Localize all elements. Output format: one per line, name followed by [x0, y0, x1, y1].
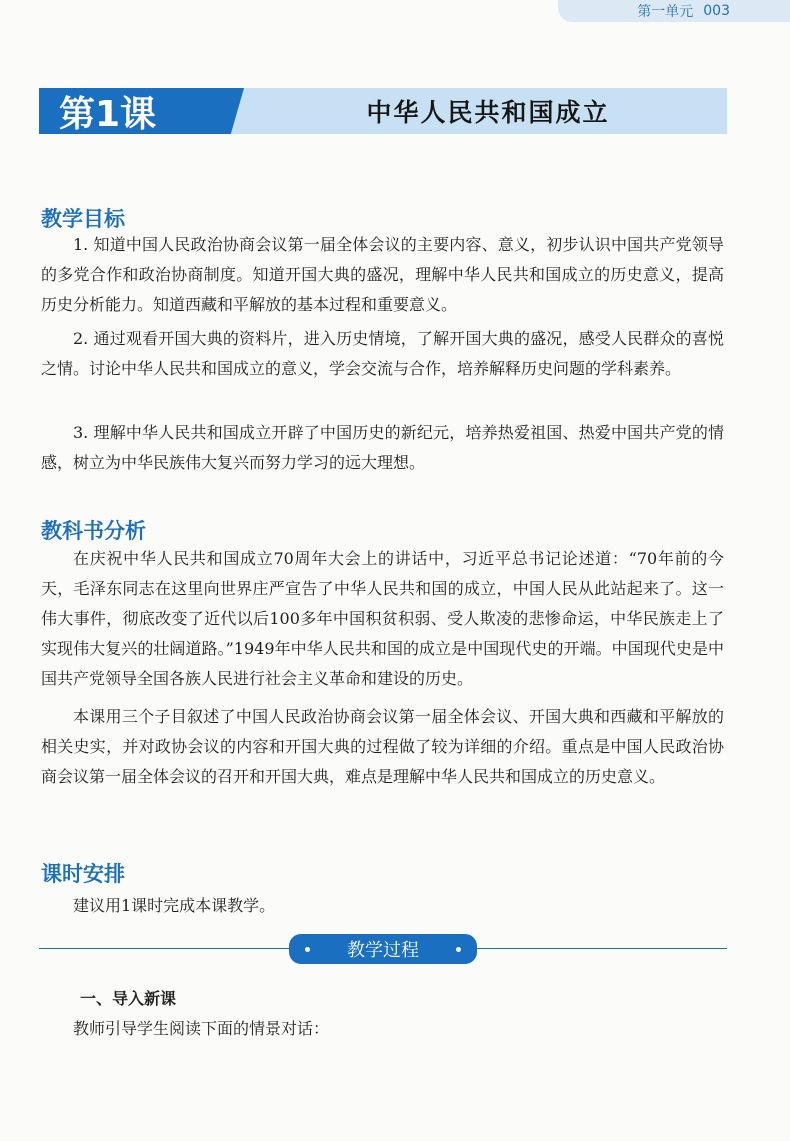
page-number: 003 — [703, 3, 730, 19]
sub-heading-introduction: 一、导入新课 — [80, 989, 177, 1008]
section-heading-analysis: 教科书分析 — [41, 519, 146, 543]
teaching-process-banner — [289, 934, 477, 964]
introduction-text: 教师引导学生阅读下面的情景对话： — [73, 1019, 330, 1038]
section-heading-objectives: 教学目标 — [41, 207, 125, 231]
banner-dot-left — [305, 947, 310, 952]
analysis-paragraph-2: 本课用三个子目叙述了中国人民政治协商会议第一届全体会议、开国大典和西藏和平解放的相关史实，并对政协会议的内容和开国大典的过程做了较为详细的介绍。重点是中国人民政治协商会议第一届全体会议的召开和开国大典，难点是理解中华人民共和国成立的历史意义。 — [41, 707, 724, 786]
teaching-process-label: 教学过程 — [347, 940, 419, 961]
objective-paragraph-3: 3. 理解中华人民共和国成立开辟了中国历史的新纪元，培养热爱祖国、热爱中国共产党的情感，树立为中华民族伟大复兴而努力学习的远大理想。 — [41, 423, 724, 472]
running-header-unit: 第一单元 — [637, 4, 694, 20]
divider-right — [476, 948, 727, 949]
section-heading-schedule: 课时安排 — [41, 862, 125, 886]
objective-paragraph-2: 2. 通过观看开国大典的资料片，进入历史情境，了解开国大典的盛况，感受人民群众的喜悦之情。讨论中华人民共和国成立的意义，学会交流与合作，培养解释历史问题的学科素养。 — [41, 329, 724, 378]
objective-paragraph-1: 1. 知道中国人民政治协商会议第一届全体会议的主要内容、意义，初步认识中国共产党领导的多党合作和政治协商制度。知道开国大典的盛况，理解中华人民共和国成立的历史意义，提高历史分析能力。知道西藏和平解放的基本过程和重要意义。 — [41, 235, 724, 314]
divider-left — [39, 948, 291, 949]
lesson-banner — [39, 88, 727, 134]
running-header — [558, 0, 790, 22]
analysis-paragraph-1: 在庆祝中华人民共和国成立70周年大会上的讲话中，习近平总书记论述道：“70年前的今天，毛泽东同志在这里向世界庄严宣告了中华人民共和国的成立，中国人民从此站起来了。这一伟大事件，彻底改变了近代以后100多年中国积贫积弱、受人欺凌的悲惨命运，中华民族走上了实现伟大复兴的壮阔道路。”1949年中华人民共和国的成立是中国现代史的开端。中国现代史是中国共产党领导全国各族人民进行社会主义革命和建设的历史。 — [41, 549, 724, 688]
lesson-number: 第1课 — [39, 88, 214, 134]
schedule-text: 建议用1课时完成本课教学。 — [73, 896, 276, 915]
lesson-title: 中华人民共和国成立 — [366, 98, 610, 127]
banner-dot-right — [456, 947, 461, 952]
